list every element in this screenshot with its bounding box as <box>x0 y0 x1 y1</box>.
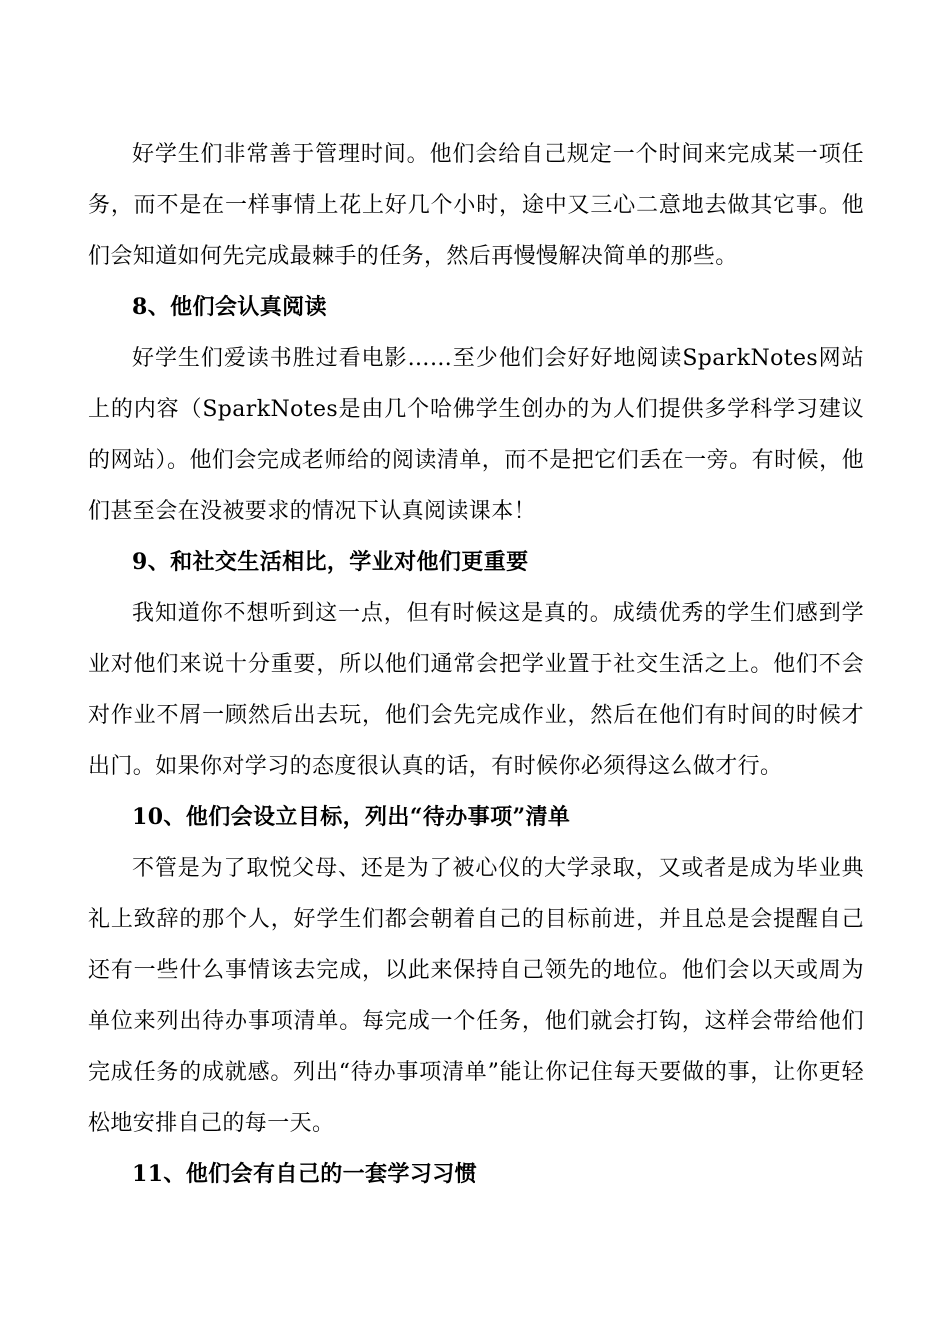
paragraph-goals: 不管是为了取悦父母、还是为了被心仪的大学录取，又或者是成为毕业典礼上致辞的那个人，好学生们都会朝着自己的目标前进，并且总是会提醒自己还有一些什么事情该去完成，以此来保持自己领先的地位。他们会以天或周为单位来列出待办事项清单。每完成一个任务，他们就会打钩，这样会带给他们完成任务的成就感。列出“待办事项清单”能让你记住每天要做的事，让你更轻松地安排自己的每一天。 <box>88 856 864 1136</box>
heading-11-study-habits: 11、他们会有自己的一套学习习惯 <box>132 1161 478 1187</box>
heading-10-set-goals: 10、他们会设立目标，列出“待办事项”清单 <box>132 804 571 830</box>
paragraph-time-management: 好学生们非常善于管理时间。他们会给自己规定一个时间来完成某一项任务，而不是在一样事情上花上好几个小时，途中又三心二意地去做其它事。他们会知道如何先完成最棘手的任务，然后再慢慢解决简单的那些。 <box>88 142 864 269</box>
document-page <box>88 129 864 1200</box>
heading-8-read-carefully: 8、他们会认真阅读 <box>132 294 327 320</box>
paragraph-reading: 好学生们爱读书胜过看电影……至少他们会好好地阅读SparkNotes网站上的内容（SparkNotes是由几个哈佛学生创办的为人们提供多学科学习建议的网站）。他们会完成老师给的阅读清单，而不是把它们丢在一旁。有时候，他们甚至会在没被要求的情况下认真阅读课本！ <box>88 346 864 524</box>
paragraph-academics: 我知道你不想听到这一点，但有时候这是真的。成绩优秀的学生们感到学业对他们来说十分重要，所以他们通常会把学业置于社交生活之上。他们不会对作业不屑一顾然后出去玩，他们会先完成作业，然后在他们有时间的时候才出门。如果你对学习的态度很认真的话，有时候你必须得这么做才行。 <box>88 601 864 779</box>
heading-9-academics-over-social: 9、和社交生活相比，学业对他们更重要 <box>132 549 529 575</box>
